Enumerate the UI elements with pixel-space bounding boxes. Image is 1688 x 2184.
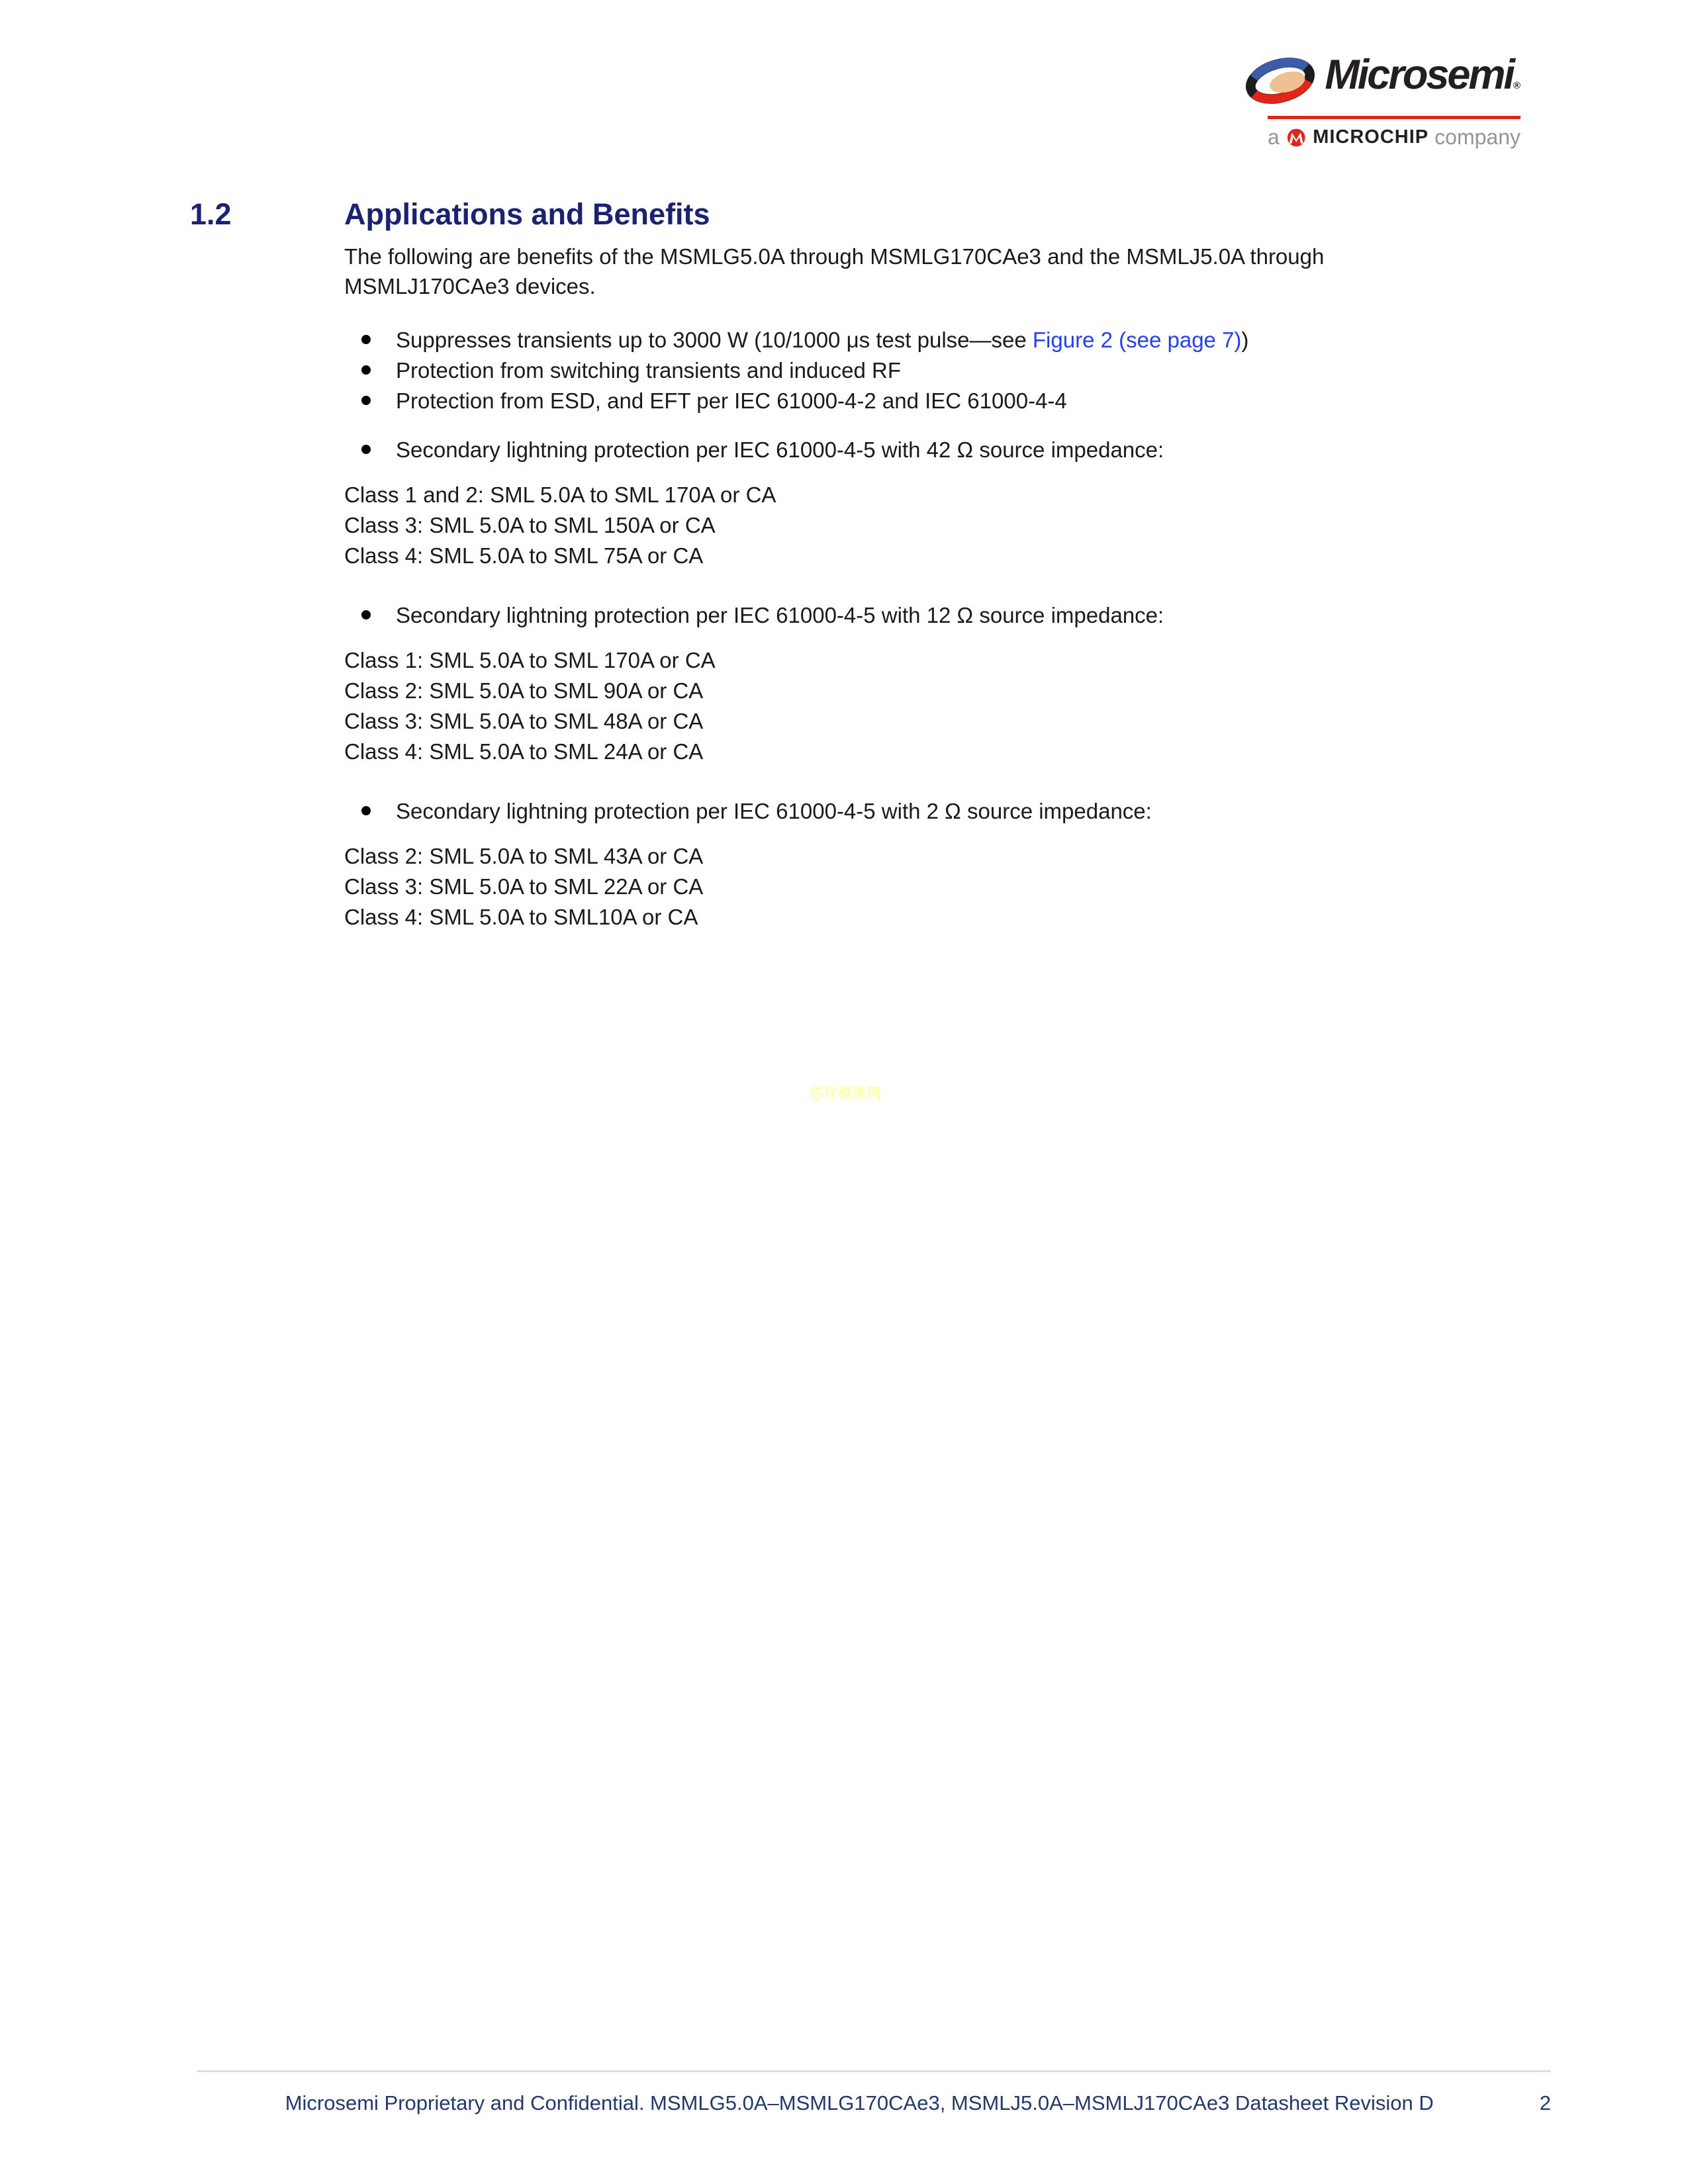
class-line: Class 4: SML 5.0A to SML10A or CA — [344, 905, 698, 929]
bullet-text-pre: Suppresses transients up to 3000 W (10/1000 μs test pulse—see — [396, 328, 1033, 352]
class-line: Class 4: SML 5.0A to SML 75A or CA — [344, 543, 704, 568]
bullet-icon — [361, 365, 371, 375]
class-list-2ohm — [344, 841, 1509, 933]
bullet-icon — [361, 445, 371, 454]
class-list-12ohm — [344, 645, 1509, 767]
bullet-text-post: ) — [1241, 328, 1249, 352]
footer-text: Microsemi Proprietary and Confidential. MSMLG5.0A–MSMLG170CAe3, MSMLJ5.0A–MSMLJ170CAe3 Datasheet Revision D — [285, 2091, 1434, 2115]
class-line: Class 2: SML 5.0A to SML 43A or CA — [344, 844, 704, 868]
benefit-bullet-list — [344, 600, 1509, 631]
bullet-icon — [361, 335, 371, 344]
microchip-logo-icon — [1286, 128, 1307, 148]
tagline-prefix: a — [1268, 125, 1280, 149]
bullet-text: Secondary lightning protection per IEC 61000-4-5 with 12 Ω source impedance: — [396, 603, 1164, 627]
bullet-item — [344, 600, 1509, 631]
bullet-item — [344, 325, 1509, 355]
class-line: Class 3: SML 5.0A to SML 22A or CA — [344, 874, 704, 899]
bullet-item — [344, 355, 1509, 386]
microsemi-logo — [1268, 46, 1521, 150]
benefit-bullet-list — [344, 796, 1509, 827]
bullet-item — [344, 435, 1509, 465]
logo-red-rule — [1268, 116, 1521, 119]
benefit-bullet-list — [344, 325, 1509, 416]
microsemi-globe-icon — [1241, 52, 1319, 109]
benefit-bullet-list — [344, 435, 1509, 465]
class-line: Class 2: SML 5.0A to SML 90A or CA — [344, 678, 704, 703]
bullet-item — [344, 386, 1509, 416]
class-line: Class 3: SML 5.0A to SML 48A or CA — [344, 709, 704, 733]
bullet-item — [344, 796, 1509, 827]
class-line: Class 4: SML 5.0A to SML 24A or CA — [344, 739, 704, 764]
footer-divider — [197, 2070, 1551, 2072]
footer — [197, 2091, 1551, 2115]
bullet-text: Protection from switching transients and induced RF — [396, 358, 902, 383]
intro-line-2: MSMLJ170CAe3 devices. — [344, 274, 596, 298]
watermark-text: 芯片模块网 — [809, 1086, 882, 1101]
class-list-42ohm — [344, 480, 1509, 571]
microchip-tagline — [1268, 125, 1521, 150]
bullet-icon — [361, 396, 371, 405]
bullet-icon — [361, 610, 371, 619]
bullet-text: Secondary lightning protection per IEC 61000-4-5 with 42 Ω source impedance: — [396, 437, 1164, 462]
section-title: Applications and Benefits — [344, 197, 710, 231]
bullet-text: Protection from ESD, and EFT per IEC 61000-4-2 and IEC 61000-4-4 — [396, 388, 1067, 413]
tagline-suffix: company — [1434, 125, 1521, 149]
section-content — [344, 199, 1509, 933]
microsemi-wordmark: Microsemi® — [1325, 52, 1521, 98]
intro-paragraph — [344, 242, 1509, 301]
bullet-icon — [361, 806, 371, 815]
class-line: Class 1 and 2: SML 5.0A to SML 170A or CA — [344, 482, 776, 507]
class-line: Class 1: SML 5.0A to SML 170A or CA — [344, 648, 716, 672]
class-line: Class 3: SML 5.0A to SML 150A or CA — [344, 513, 716, 537]
bullet-text: Secondary lightning protection per IEC 61000-4-5 with 2 Ω source impedance: — [396, 799, 1152, 823]
intro-line-1: The following are benefits of the MSMLG5.0A through MSMLG170CAe3 and the MSMLJ5.0A through — [344, 244, 1325, 269]
figure-2-link[interactable]: Figure 2 (see page 7) — [1032, 328, 1242, 352]
section-number: 1.2 — [190, 197, 232, 231]
registered-mark: ® — [1513, 80, 1521, 91]
page-number: 2 — [1539, 2091, 1551, 2115]
tagline-brand: MICROCHIP — [1313, 126, 1429, 148]
